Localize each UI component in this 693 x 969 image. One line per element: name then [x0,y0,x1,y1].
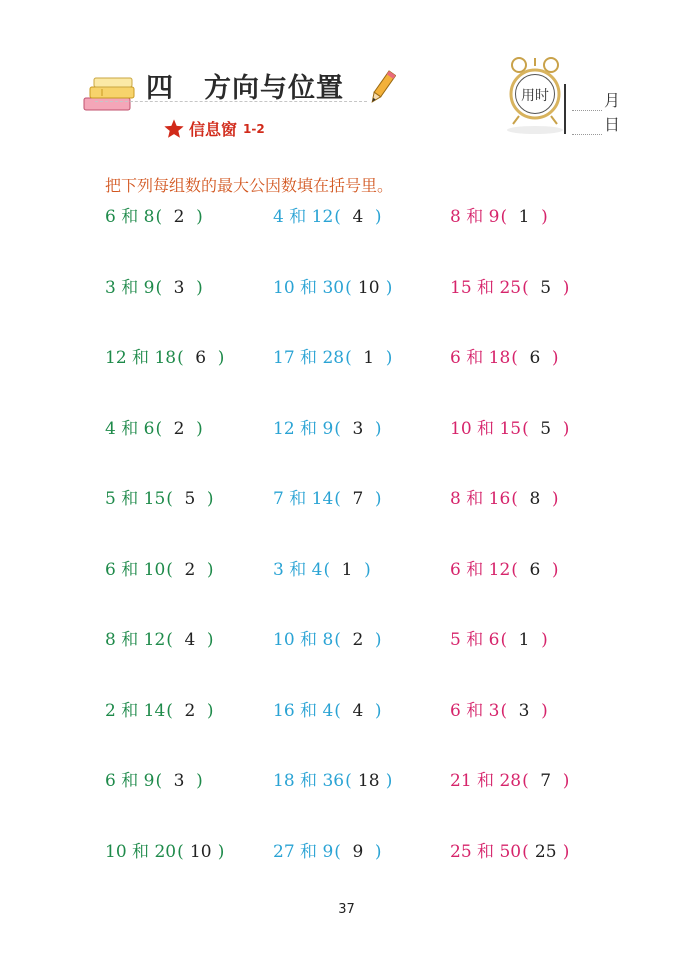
answer-blank[interactable]: 1 [341,560,353,580]
gcd-problem [273,766,392,791]
answer-blank[interactable]: 4 [352,701,364,721]
problem-expression: 18 和 36 [273,771,345,791]
problem-expression: 6 和 9 [105,771,155,791]
close-paren: ) [374,701,382,721]
gcd-problem [105,484,214,509]
answer-blank[interactable]: 4 [352,207,364,227]
close-paren: ) [374,419,382,439]
answer-blank[interactable]: 7 [540,771,552,791]
problem-expression: 16 和 4 [273,701,334,721]
close-paren: ) [541,630,548,650]
close-paren: ) [206,489,214,509]
gcd-problem [273,625,382,650]
answer-blank[interactable]: 1 [363,348,375,368]
problem-expression: 3 和 4 [273,560,323,580]
open-paren: ( [166,630,173,650]
close-paren: ) [206,701,214,721]
page-header [0,0,693,150]
gcd-problem [450,484,559,509]
gcd-problem [273,696,382,721]
close-paren: ) [562,278,570,298]
open-paren: ( [345,278,352,298]
subtitle-number: 1-2 [243,121,265,136]
chapter-name: 方向与位置 [204,73,344,104]
open-paren: ( [166,489,173,509]
close-paren: ) [206,630,214,650]
close-paren: ) [551,348,559,368]
gcd-problem [105,343,224,368]
open-paren: ( [334,842,341,862]
gcd-problem [105,414,203,439]
gcd-problem [273,202,382,227]
open-paren: ( [166,560,173,580]
open-paren: ( [511,348,518,368]
gcd-problem [450,625,548,650]
answer-blank[interactable]: 2 [173,207,185,227]
open-paren: ( [334,701,341,721]
day-label: 日 [604,115,621,134]
close-paren: ) [217,348,225,368]
gcd-problem [105,555,214,580]
answer-blank[interactable]: 25 [534,842,557,862]
problem-expression: 21 和 28 [450,771,522,791]
answer-blank[interactable]: 10 [189,842,212,862]
subtitle-label: 信息窗 [189,120,238,139]
problem-expression: 6 和 8 [105,207,155,227]
problem-expression: 5 和 6 [450,630,500,650]
open-paren: ( [522,278,529,298]
close-paren: ) [374,489,382,509]
books-icon [80,76,140,112]
answer-blank[interactable]: 2 [173,419,185,439]
gcd-problem [105,766,203,791]
open-paren: ( [345,771,352,791]
problem-expression: 10 和 8 [273,630,334,650]
answer-blank[interactable]: 3 [518,701,530,721]
answer-blank[interactable]: 7 [352,489,364,509]
open-paren: ( [500,630,508,650]
problem-expression: 10 和 30 [273,278,345,298]
open-paren: ( [334,419,341,439]
close-paren: ) [374,842,382,862]
gcd-problem [105,273,203,298]
answer-blank[interactable]: 5 [540,278,552,298]
problem-expression: 12 和 9 [273,419,334,439]
answer-blank[interactable]: 3 [173,278,185,298]
gcd-problem [273,484,382,509]
gcd-problem [273,555,371,580]
answer-blank[interactable]: 18 [357,771,380,791]
answer-blank[interactable]: 6 [529,560,541,580]
gcd-problem [273,837,382,862]
gcd-problem [273,343,392,368]
answer-blank[interactable]: 1 [518,630,530,650]
problem-expression: 10 和 20 [105,842,177,862]
answer-blank[interactable]: 8 [529,489,541,509]
problem-expression: 25 和 50 [450,842,522,862]
problem-expression: 7 和 14 [273,489,334,509]
gcd-problem [105,625,214,650]
open-paren: ( [166,701,173,721]
close-paren: ) [562,771,570,791]
pencil-icon [368,68,396,108]
open-paren: ( [177,842,184,862]
open-paren: ( [522,842,529,862]
problem-expression: 8 和 12 [105,630,166,650]
close-paren: ) [562,419,570,439]
problem-expression: 4 和 12 [273,207,334,227]
open-paren: ( [323,560,331,580]
title-underline [95,101,367,102]
problem-expression: 2 和 14 [105,701,166,721]
star-icon [163,118,185,140]
close-paren: ) [196,771,203,791]
problem-expression: 6 和 12 [450,560,511,580]
problem-expression: 17 和 28 [273,348,345,368]
problem-expression: 8 和 9 [450,207,500,227]
answer-blank[interactable]: 5 [540,419,552,439]
gcd-problem [450,343,559,368]
gcd-problem [450,766,569,791]
problem-expression: 6 和 18 [450,348,511,368]
section-subtitle [163,117,265,140]
gcd-problem [105,696,214,721]
problem-expression: 8 和 16 [450,489,511,509]
clock-label: 用时 [521,88,549,104]
close-paren: ) [217,842,225,862]
gcd-problem [273,273,392,298]
instruction-text: 把下列每组数的最大公因数填在括号里。 [105,176,394,195]
open-paren: ( [177,348,184,368]
open-paren: ( [500,207,508,227]
close-paren: ) [385,278,393,298]
problem-expression: 4 和 6 [105,419,155,439]
gcd-problem [450,555,559,580]
open-paren: ( [334,630,341,650]
close-paren: ) [374,630,382,650]
problem-expression: 27 和 9 [273,842,334,862]
gcd-problem [450,696,548,721]
gcd-problem [450,414,569,439]
open-paren: ( [155,278,163,298]
close-paren: ) [206,560,214,580]
month-field [572,88,620,111]
gcd-problem [273,414,382,439]
gcd-problem [450,273,569,298]
open-paren: ( [334,489,341,509]
problem-expression: 10 和 15 [450,419,522,439]
close-paren: ) [196,278,203,298]
date-divider [564,84,566,134]
problem-expression: 3 和 9 [105,278,155,298]
answer-blank[interactable]: 3 [352,419,364,439]
problem-expression: 15 和 25 [450,278,522,298]
day-field [572,112,620,135]
open-paren: ( [155,207,163,227]
gcd-problem [105,202,203,227]
open-paren: ( [334,207,341,227]
page-number: 37 [338,902,355,917]
close-paren: ) [196,207,203,227]
answer-blank[interactable]: 2 [352,630,364,650]
gcd-problem [105,837,224,862]
open-paren: ( [511,560,518,580]
problem-expression: 6 和 3 [450,701,500,721]
close-paren: ) [541,701,548,721]
close-paren: ) [551,560,559,580]
month-label: 月 [604,91,621,110]
open-paren: ( [522,771,529,791]
alarm-clock-icon [505,54,571,138]
open-paren: ( [500,701,508,721]
answer-blank[interactable]: 6 [529,348,541,368]
answer-blank[interactable]: 1 [518,207,530,227]
answer-blank[interactable]: 5 [184,489,196,509]
problem-expression: 6 和 10 [105,560,166,580]
answer-blank[interactable]: 4 [184,630,196,650]
close-paren: ) [196,419,203,439]
chapter-number: 四 [146,73,174,104]
answer-blank[interactable]: 10 [357,278,380,298]
open-paren: ( [345,348,352,368]
close-paren: ) [374,207,382,227]
close-paren: ) [385,348,393,368]
open-paren: ( [155,419,163,439]
close-paren: ) [364,560,371,580]
answer-blank[interactable]: 2 [184,560,196,580]
gcd-problem [450,837,569,862]
open-paren: ( [155,771,163,791]
open-paren: ( [522,419,529,439]
chapter-title [146,66,344,105]
close-paren: ) [541,207,548,227]
answer-blank[interactable]: 6 [195,348,207,368]
answer-blank[interactable]: 3 [173,771,185,791]
close-paren: ) [385,771,393,791]
gcd-problem [450,202,548,227]
problem-expression: 5 和 15 [105,489,166,509]
answer-blank[interactable]: 9 [352,842,364,862]
close-paren: ) [551,489,559,509]
problem-expression: 12 和 18 [105,348,177,368]
answer-blank[interactable]: 2 [184,701,196,721]
close-paren: ) [562,842,570,862]
open-paren: ( [511,489,518,509]
